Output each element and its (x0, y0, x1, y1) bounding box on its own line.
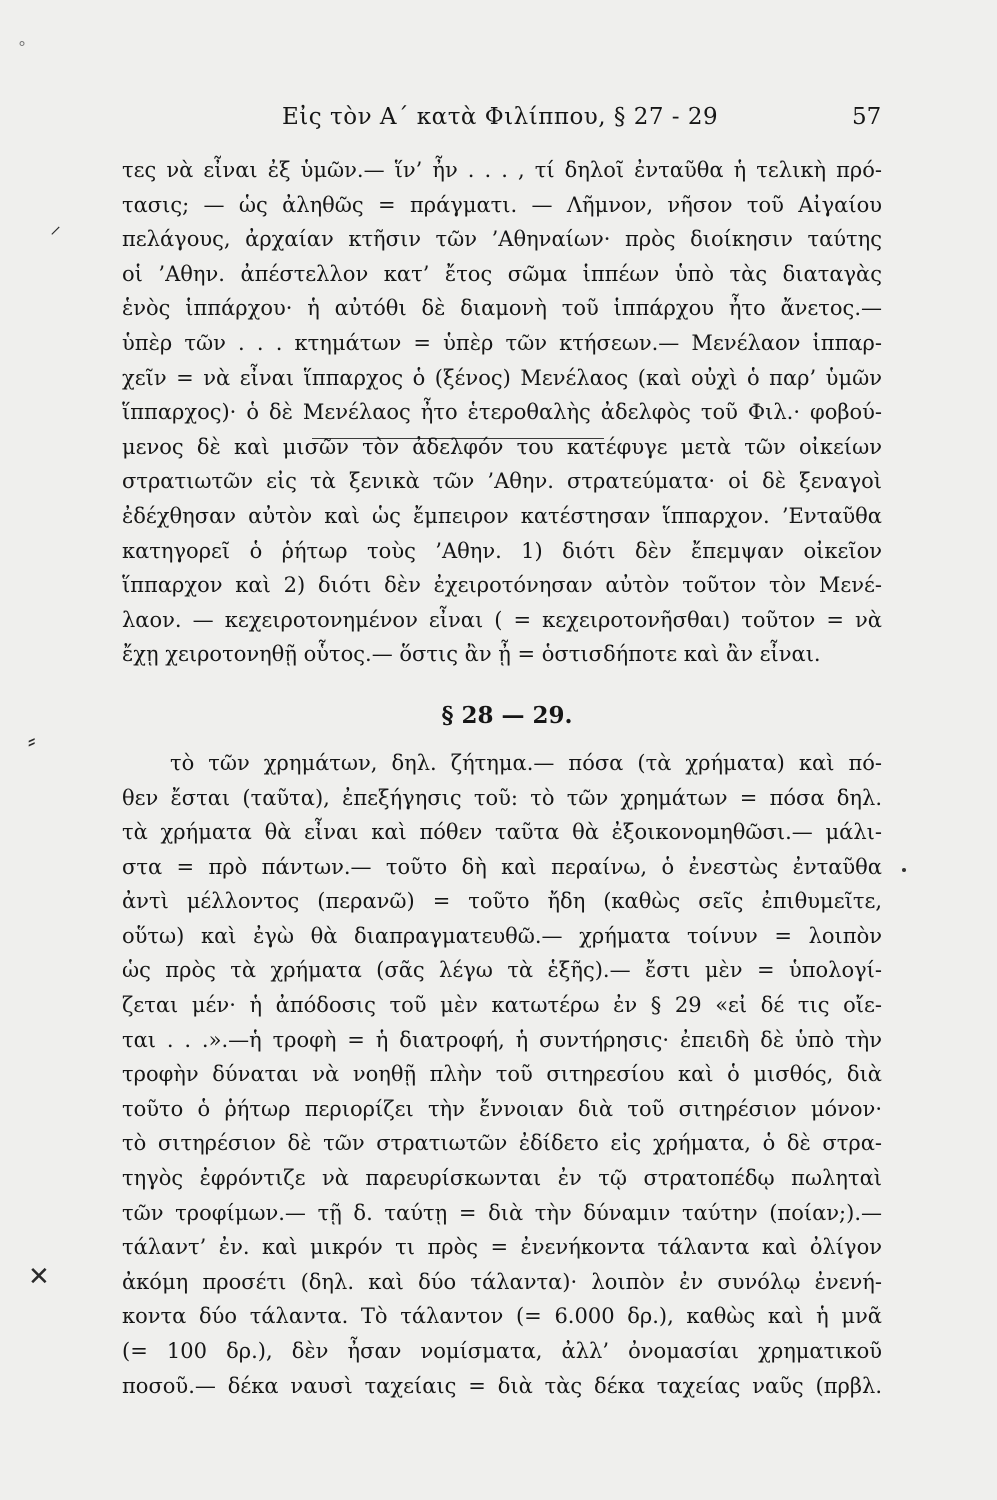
text-line: ἐδέχθησαν αὐτὸν καὶ ὡς ἔμπειρον κατέστησαν ἵππαρχον. ’Ενταῦθα (122, 503, 882, 528)
text-line: ὑπὲρ τῶν . . . κτημάτων = ὑπὲρ τῶν κτήσεων.— Μενέλαον ἱππαρ- (122, 330, 882, 355)
margin-mark: ⸗ (28, 729, 36, 754)
page-number: 57 (852, 104, 882, 130)
text-line: κατηγορεῖ ὁ ῥήτωρ τοὺς ’Αθην. 1) διότι δὲν ἔπεμψαν οἰκεῖον (122, 538, 882, 563)
commentary-paragraph-1 (122, 153, 882, 672)
text-line: ἑνὸς ἱππάρχου· ἡ αὐτόθι δὲ διαμονὴ τοῦ ἱππάρχου ἦτο ἄνετος.— (122, 296, 882, 321)
spacer (122, 672, 882, 686)
text-line: στρατιωτῶν εἰς τὰ ξενικὰ τῶν ’Αθην. στρατεύματα· οἱ δὲ ξεναγοὶ (122, 469, 882, 494)
text-line: τοῦτο ὁ ῥήτωρ περιορίζει τὴν ἔννοιαν διὰ τοῦ σιτηρέσιον μόνον· (122, 1096, 882, 1121)
margin-mark: ° (18, 38, 26, 57)
running-title: Εἰς τὸν Α΄ κατὰ Φιλίππου, § 27 - 29 (282, 104, 719, 130)
margin-mark: ⸝ (50, 214, 62, 239)
text-line: τες νὰ εἶναι ἐξ ὑμῶν.— ἵν’ ἦν . . . , τί δηλοῖ ἐνταῦθα ἡ τελικὴ πρό- (122, 158, 882, 182)
text-line: οἱ ’Αθην. ἀπέστελλον κατ’ ἔτος σῶμα ἱππέων ὑπὸ τὰς διαταγὰς (122, 261, 882, 286)
text-line: ται . . .».—ἡ τροφὴ = ἡ διατροφή, ἡ συντήρησις· ἐπειδὴ δὲ ὑπὸ τὴν (122, 1027, 882, 1052)
margin-mark: ✕ (28, 1262, 50, 1292)
commentary-paragraph-2 (122, 746, 882, 1403)
text-line: τὸ τῶν χρημάτων, δηλ. ζήτημα.— πόσα (τὰ χρήματα) καὶ πό- (170, 750, 882, 775)
text-line: ποσοῦ.— δέκα ναυσὶ ταχείαις = διὰ τὰς δέκα ταχείας ναῦς (πρβλ. (122, 1373, 882, 1398)
text-line: τῶν τροφίμων.— τῇ δ. ταύτῃ = διὰ τὴν δύναμιν ταύτην (ποίαν;).— (122, 1200, 882, 1225)
section-heading: § 28 — 29. (441, 701, 573, 729)
text-line: τροφὴν δύναται νὰ νοηθῇ πλὴν τοῦ σιτηρεσίου καὶ ὁ μισθός, διὰ (122, 1062, 882, 1087)
text-line: θεν ἔσται (ταῦτα), ἐπεξήγησις τοῦ: τὸ τῶν χρημάτων = πόσα δηλ. (122, 785, 882, 810)
text-line: τὰ χρήματα θὰ εἶναι καὶ πόθεν ταῦτα θὰ ἐξοικονομηθῶσι.— μάλι- (122, 820, 882, 845)
text-line: ζεται μέν· ἡ ἀπόδοσις τοῦ μὲν κατωτέρω ἐν § 29 «εἰ δέ τις οἴε- (122, 993, 882, 1018)
text-line: ἔχῃ χειροτονηθῇ οὗτος.— ὅστις ἂν ᾖ = ὁστισδήποτε καὶ ἂν εἶναι. (122, 642, 821, 667)
text-line: στα = πρὸ πάντων.— τοῦτο δὴ καὶ περαίνω, ὁ ἐνεστὼς ἐνταῦθα (122, 854, 882, 879)
text-line: οὕτω) καὶ ἐγὼ θὰ διαπραγματευθῶ.— χρήματα τοίνυν = λοιπὸν (122, 923, 882, 948)
text-line: μενος δὲ καὶ μισῶν τὸν ἀδελφόν του κατέφυγε μετὰ τῶν οἰκείων (122, 434, 882, 459)
text-line: τὸ σιτηρέσιον δὲ τῶν στρατιωτῶν ἐδίδετο εἰς χρήματα, ὁ δὲ στρα- (122, 1131, 882, 1156)
text-line: (= 100 δρ.), δὲν ἦσαν νομίσματα, ἀλλ’ ὀνομασίαι χρηματικοῦ (122, 1339, 882, 1363)
text-line: τηγὸς ἐφρόντιζε νὰ παρευρίσκωνται ἐν τῷ στρατοπέδῳ πωληταὶ (122, 1166, 882, 1191)
text-line: χεῖν = νὰ εἶναι ἵππαρχος ὁ (ξένος) Μενέλαος (καὶ οὐχὶ ὁ παρ’ ὑμῶν (122, 365, 882, 390)
text-line: κοντα δύο τάλαντα. Τὸ τάλαντον (= 6.000 δρ.), καθὼς καὶ ἡ μνᾶ (122, 1304, 882, 1329)
margin-dot (902, 868, 906, 872)
text-line: τασις; — ὡς ἀληθῶς = πράγματι. — Λῆμνον, νῆσον τοῦ Αἰγαίου (122, 192, 882, 217)
text-line: ἵππαρχος)· ὁ δὲ Μενέλαος ἦτο ἑτεροθαλὴς ἀδελφὸς τοῦ Φιλ.· φοβού- (122, 400, 882, 425)
text-line: τάλαντ’ ἐν. καὶ μικρόν τι πρὸς = ἐνενήκοντα τάλαντα καὶ ὀλίγον (122, 1235, 882, 1260)
text-line: ὡς πρὸς τὰ χρήματα (σᾶς λέγω τὰ ἑξῆς).— ἔστι μὲν = ὑπολογί- (122, 958, 882, 983)
text-line: ἵππαρχον καὶ 2) διότι δὲν ἐχειροτόνησαν αὐτὸν τοῦτον τὸν Μενέ- (122, 573, 882, 598)
text-line: ἀντὶ μέλλοντος (περανῶ) = τοῦτο ἤδη (καθὼς σεῖς ἐπιθυμεῖτε, (122, 889, 882, 914)
text-line: πελάγους, ἀρχαίαν κτῆσιν τῶν ’Αθηναίων· πρὸς διοίκησιν ταύτης (122, 227, 882, 252)
body-text (122, 153, 882, 1403)
page-header (0, 104, 997, 144)
text-line: ἀκόμη προσέτι (δηλ. καὶ δύο τάλαντα)· λοιπὸν ἐν συνόλῳ ἐνενή- (122, 1269, 882, 1294)
text-line: λαον. — κεχειροτονημένον εἶναι ( = κεχειροτονῆσθαι) τοῦτον = νὰ (122, 607, 882, 632)
